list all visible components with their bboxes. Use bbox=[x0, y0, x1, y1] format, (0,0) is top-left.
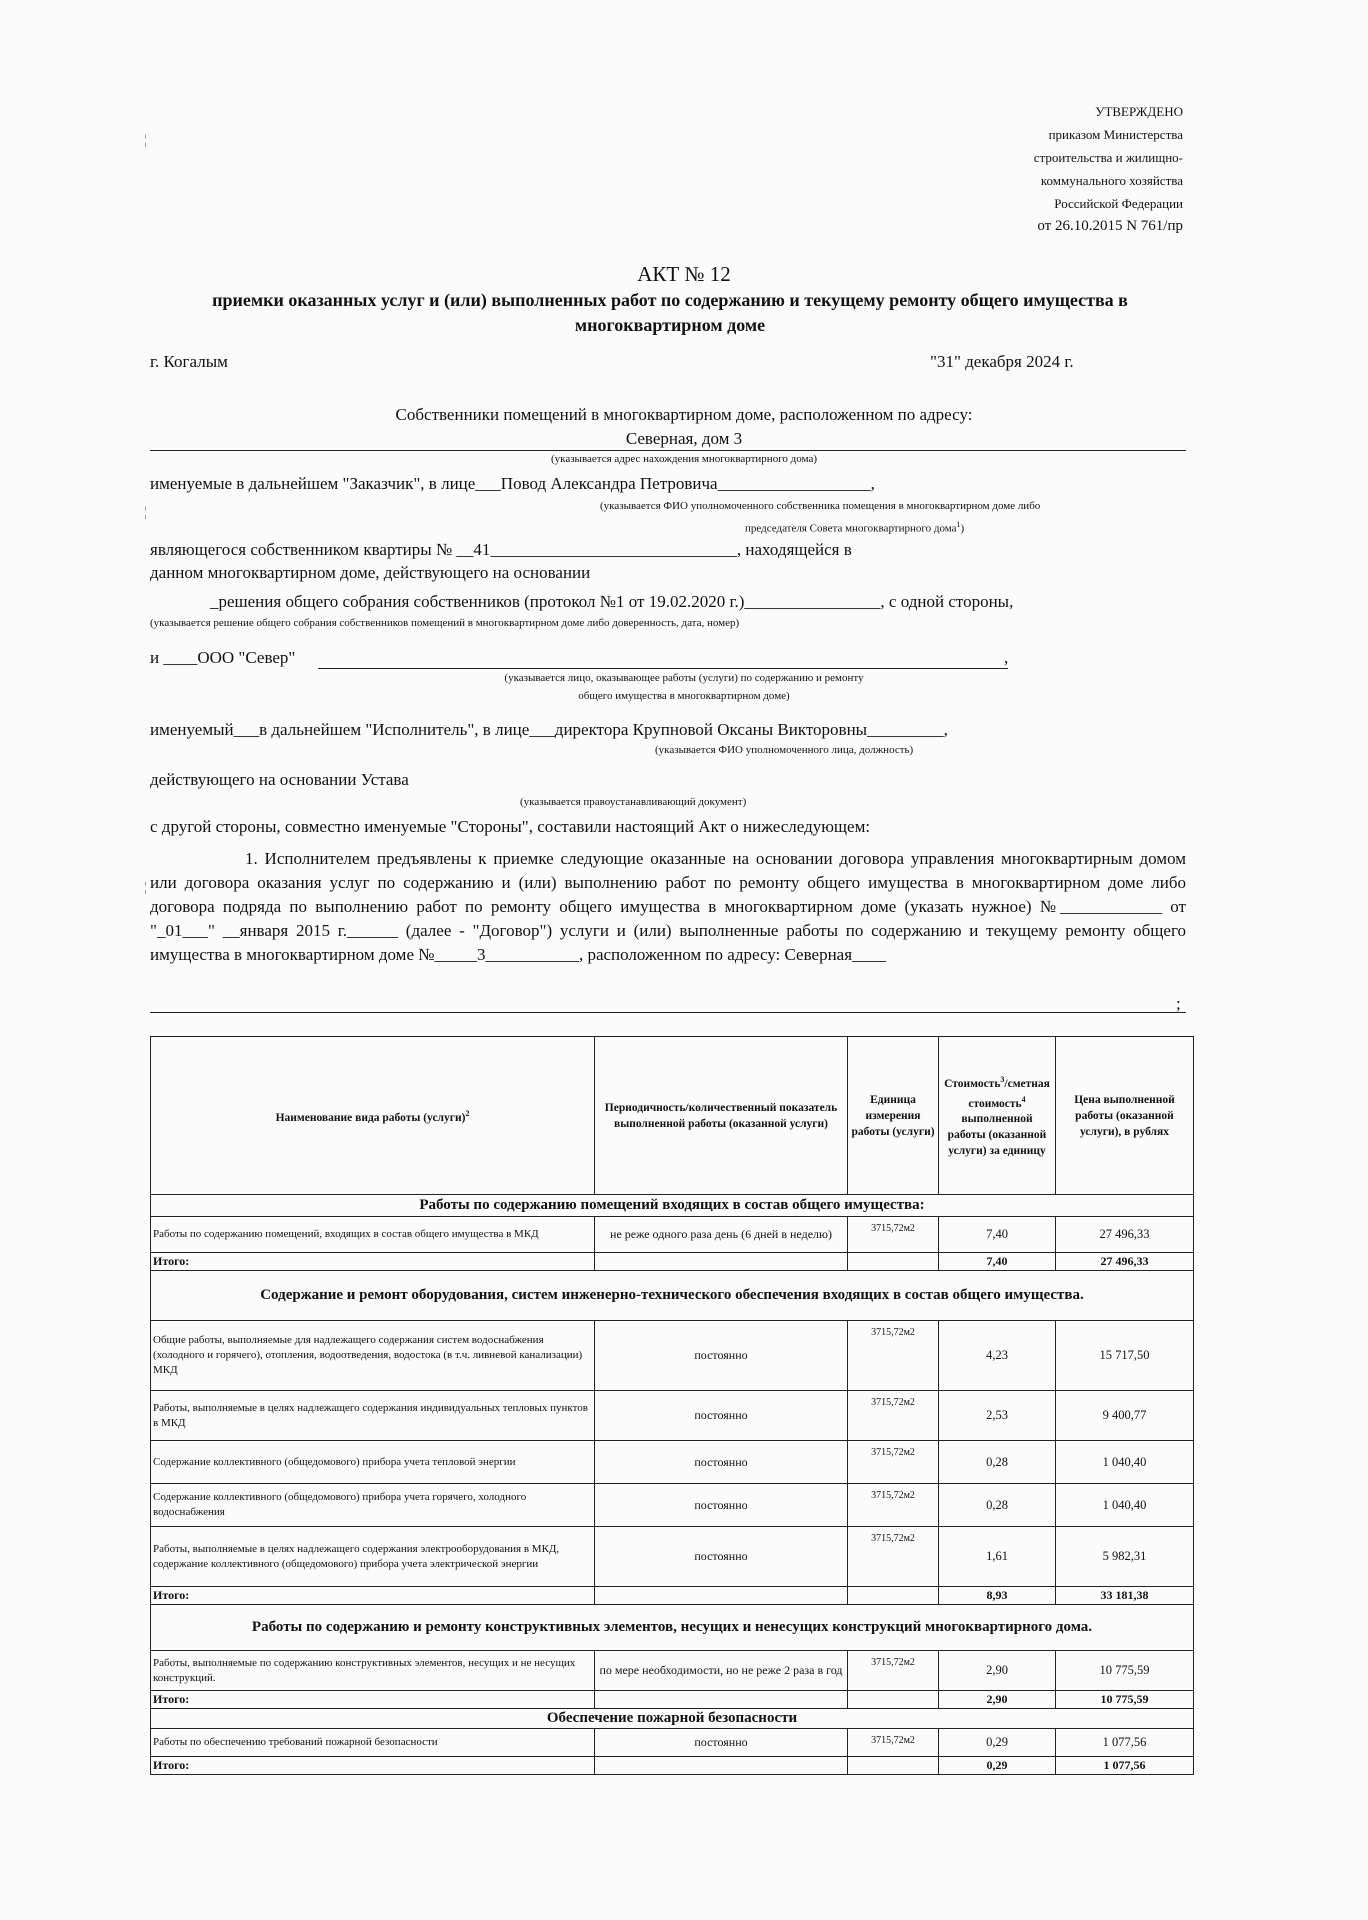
work-period: постоянно bbox=[595, 1729, 848, 1757]
table-row bbox=[151, 1729, 1194, 1757]
customer-hint: председателя Совета многоквартирного дома$^1$) bbox=[745, 520, 965, 535]
work-name: Содержание коллективного (общедомового) прибора учета горячего, холодного водоснабжения bbox=[151, 1484, 595, 1527]
work-cost: 2,53 bbox=[939, 1391, 1056, 1441]
table-row bbox=[151, 1217, 1194, 1253]
approval-line: коммунального хозяйства bbox=[1040, 173, 1183, 188]
work-period: по мере необходимости, но не реже 2 раза в год bbox=[595, 1651, 848, 1691]
decision-line: _решения общего собрания собственников (протокол №1 от 19.02.2020 г.)________________, с одной стороны, bbox=[210, 592, 1014, 611]
paragraph-1: 1. Исполнителем предъявлены к приемке следующие оказанные на основании договора управления многоквартирным домом или договора оказания услуг по содержанию и (или) выполнению работ по ремонту общего имущества в многоквартирном доме либо договора подряда по выполнению работ по ремонту общего имущества в многоквартирном доме (указать нужное) №____________ от "_01___" __января 2015 г.______ (далее - "Договор") услуги и (или) выполненные работы по содержанию и текущему ремонту общего имущества в многоквартирном доме №_____3___________, расположенном по адресу: Северная____ bbox=[150, 849, 1186, 964]
table-row bbox=[151, 1441, 1194, 1484]
work-cost: 0,29 bbox=[939, 1729, 1056, 1757]
work-unit: 3715,72м2 bbox=[848, 1321, 939, 1391]
table-row bbox=[151, 1391, 1194, 1441]
work-unit: 3715,72м2 bbox=[848, 1217, 939, 1253]
semicolon: ; bbox=[1176, 994, 1181, 1013]
city: г. Когалым bbox=[150, 352, 228, 371]
total-label: Итого: bbox=[151, 1253, 595, 1271]
work-period: постоянно bbox=[595, 1321, 848, 1391]
table-row bbox=[151, 1321, 1194, 1391]
section-title: Работы по содержанию и ремонту конструктивных элементов, несущих и ненесущих конструкций многоквартирного дома. bbox=[151, 1605, 1194, 1651]
col-header-period: Периодичность/количественный показатель выполненной работы (оказанной услуги) bbox=[595, 1037, 848, 1195]
empty-cell bbox=[848, 1587, 939, 1605]
underline bbox=[150, 1012, 1186, 1013]
work-price: 1 040,40 bbox=[1056, 1441, 1194, 1484]
total-price: 27 496,33 bbox=[1056, 1253, 1194, 1271]
work-price: 27 496,33 bbox=[1056, 1217, 1194, 1253]
section-row bbox=[151, 1605, 1194, 1651]
work-name: Работы по содержанию помещений, входящих в состав общего имущества в МКД bbox=[151, 1217, 595, 1253]
work-unit: 3715,72м2 bbox=[848, 1651, 939, 1691]
total-label: Итого: bbox=[151, 1757, 595, 1775]
table-row bbox=[151, 1527, 1194, 1587]
work-name: Общие работы, выполняемые для надлежащего содержания систем водоснабжения (холодного и горячего), отопления, водоотведения, водостока (в т.ч. ливневой канализации) МКД bbox=[151, 1321, 595, 1391]
approval-stamp bbox=[1034, 100, 1183, 238]
decision-hint: (указывается решение общего собрания собственников помещений в многоквартирном доме либо доверенность, дата, номер) bbox=[150, 617, 740, 629]
work-cost: 0,28 bbox=[939, 1441, 1056, 1484]
work-name: Работы, выполняемые по содержанию конструктивных элементов, несущих и не несущих конструкций. bbox=[151, 1651, 595, 1691]
empty-cell bbox=[595, 1691, 848, 1709]
customer-line: именуемые в дальнейшем "Заказчик", в лице___Повод Александра Петровича__________________, bbox=[150, 474, 875, 493]
executor-hint: (указывается ФИО уполномоченного лица, должность) bbox=[655, 744, 914, 756]
work-unit: 3715,72м2 bbox=[848, 1391, 939, 1441]
work-name: Работы по обеспечению требований пожарной безопасности bbox=[151, 1729, 595, 1757]
work-price: 5 982,31 bbox=[1056, 1527, 1194, 1587]
table-row bbox=[151, 1651, 1194, 1691]
col-header-cost: Стоимость$^3$/сметная стоимость$^4$ выполненной работы (оказанной услуги) за единицу bbox=[939, 1037, 1056, 1195]
total-cost: 8,93 bbox=[939, 1587, 1056, 1605]
owners-intro: Собственники помещений в многоквартирном доме, расположенном по адресу: bbox=[395, 405, 973, 424]
work-period: постоянно bbox=[595, 1441, 848, 1484]
comma: , bbox=[1004, 648, 1009, 667]
act-title: АКТ № 12 bbox=[637, 262, 731, 286]
work-price: 1 040,40 bbox=[1056, 1484, 1194, 1527]
basis-line: данном многоквартирном доме, действующего на основании bbox=[150, 563, 591, 582]
total-cost: 2,90 bbox=[939, 1691, 1056, 1709]
section-row bbox=[151, 1709, 1194, 1729]
total-row bbox=[151, 1253, 1194, 1271]
address-hint: (указывается адрес нахождения многоквартирного дома) bbox=[550, 453, 817, 465]
approval-line: приказом Министерства bbox=[1048, 127, 1183, 142]
work-name: Работы, выполняемые в целях надлежащего содержания индивидуальных тепловых пунктов в МКД bbox=[151, 1391, 595, 1441]
act-date: "31" декабря 2024 г. bbox=[930, 352, 1074, 371]
approval-line: от 26.10.2015 N 761/пр bbox=[1037, 218, 1183, 234]
approval-line: Российской Федерации bbox=[1054, 196, 1183, 211]
underline bbox=[318, 668, 1008, 669]
work-price: 9 400,77 bbox=[1056, 1391, 1194, 1441]
table-row bbox=[151, 1484, 1194, 1527]
work-cost: 4,23 bbox=[939, 1321, 1056, 1391]
work-period: не реже одного раза день (6 дней в неделю) bbox=[595, 1217, 848, 1253]
total-label: Итого: bbox=[151, 1691, 595, 1709]
total-cost: 7,40 bbox=[939, 1253, 1056, 1271]
empty-cell bbox=[848, 1757, 939, 1775]
section-title: Содержание и ремонт оборудования, систем инженерно-технического обеспечения входящих в состав общего имущества. bbox=[151, 1271, 1194, 1321]
work-unit: 3715,72м2 bbox=[848, 1729, 939, 1757]
works-table bbox=[150, 1036, 1194, 1775]
work-unit: 3715,72м2 bbox=[848, 1527, 939, 1587]
total-row bbox=[151, 1757, 1194, 1775]
work-period: постоянно bbox=[595, 1391, 848, 1441]
empty-cell bbox=[848, 1253, 939, 1271]
section-row bbox=[151, 1195, 1194, 1217]
contractor-name: и ____ООО "Север" bbox=[150, 648, 296, 667]
col-header-name: Наименование вида работы (услуги)$^2$ bbox=[151, 1037, 595, 1195]
contractor-hint: общего имущества в многоквартирном доме) bbox=[578, 690, 790, 702]
total-row bbox=[151, 1587, 1194, 1605]
table-header-row bbox=[151, 1037, 1194, 1195]
empty-cell bbox=[848, 1691, 939, 1709]
owner-line: являющегося собственником квартиры № __41_____________________________, находящейся в bbox=[150, 540, 852, 559]
work-cost: 1,61 bbox=[939, 1527, 1056, 1587]
total-cost: 0,29 bbox=[939, 1757, 1056, 1775]
work-price: 1 077,56 bbox=[1056, 1729, 1194, 1757]
contractor-hint: (указывается лицо, оказывающее работы (услуги) по содержанию и ремонту bbox=[504, 672, 864, 684]
work-period: постоянно bbox=[595, 1484, 848, 1527]
scan-mark: ¦ bbox=[144, 505, 147, 520]
work-unit: 3715,72м2 bbox=[848, 1484, 939, 1527]
empty-cell bbox=[595, 1757, 848, 1775]
scan-mark: ¦ bbox=[144, 133, 147, 148]
total-price: 1 077,56 bbox=[1056, 1757, 1194, 1775]
work-price: 10 775,59 bbox=[1056, 1651, 1194, 1691]
underline bbox=[150, 450, 1186, 451]
total-row bbox=[151, 1691, 1194, 1709]
total-price: 10 775,59 bbox=[1056, 1691, 1194, 1709]
work-name: Работы, выполняемые в целях надлежащего содержания электрооборудования в МКД, содержание коллективного (общедомового) прибора учета электрической энергии bbox=[151, 1527, 595, 1587]
total-price: 33 181,38 bbox=[1056, 1587, 1194, 1605]
customer-hint: (указывается ФИО уполномоченного собственника помещения в многоквартирном доме либо bbox=[600, 500, 1041, 512]
work-period: постоянно bbox=[595, 1527, 848, 1587]
parties-line: с другой стороны, совместно именуемые "Стороны", составили настоящий Акт о нижеследующем: bbox=[150, 817, 871, 836]
scan-mark: ¦ bbox=[144, 880, 147, 895]
charter-line: действующего на основании Устава bbox=[150, 770, 409, 789]
work-name: Содержание коллективного (общедомового) прибора учета тепловой энергии bbox=[151, 1441, 595, 1484]
address: Северная, дом 3 bbox=[625, 429, 743, 448]
work-price: 15 717,50 bbox=[1056, 1321, 1194, 1391]
section-title: Работы по содержанию помещений входящих в состав общего имущества: bbox=[151, 1195, 1194, 1217]
approval-line: строительства и жилищно- bbox=[1033, 150, 1183, 165]
work-cost: 0,28 bbox=[939, 1484, 1056, 1527]
work-unit: 3715,72м2 bbox=[848, 1441, 939, 1484]
work-cost: 2,90 bbox=[939, 1651, 1056, 1691]
col-header-price: Цена выполненной работы (оказанной услуги), в рублях bbox=[1056, 1037, 1194, 1195]
empty-cell bbox=[595, 1253, 848, 1271]
section-row bbox=[151, 1271, 1194, 1321]
executor-line: именуемый___в дальнейшем "Исполнитель", в лице___директора Крупновой Оксаны Викторовны_________, bbox=[150, 720, 948, 739]
section-title: Обеспечение пожарной безопасности bbox=[151, 1709, 1194, 1729]
total-label: Итого: bbox=[151, 1587, 595, 1605]
charter-hint: (указывается правоустанавливающий документ) bbox=[520, 796, 747, 808]
approval-line: УТВЕРЖДЕНО bbox=[1095, 104, 1183, 119]
empty-cell bbox=[595, 1587, 848, 1605]
act-subtitle: приемки оказанных услуг и (или) выполненных работ по содержанию и текущему ремонту общего имущества в многоквартирном доме bbox=[212, 290, 1128, 335]
work-cost: 7,40 bbox=[939, 1217, 1056, 1253]
col-header-unit: Единица измерения работы (услуги) bbox=[848, 1037, 939, 1195]
